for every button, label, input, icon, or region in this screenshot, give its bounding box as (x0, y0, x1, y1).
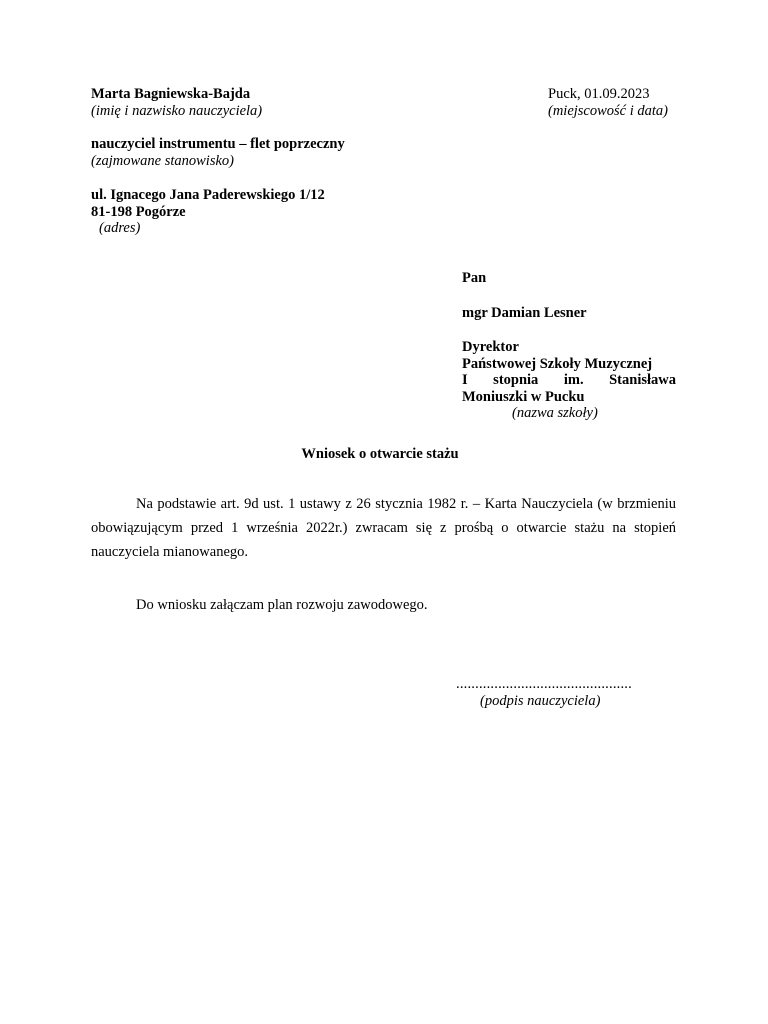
position-block (91, 136, 421, 169)
place-date: Puck, 01.09.2023 (548, 86, 650, 102)
sender-name-caption: (imię i nazwisko nauczyciela) (91, 102, 263, 119)
signature-caption: (podpis nauczyciela) (480, 692, 601, 709)
attachment-note: Do wniosku załączam plan rozwoju zawodowego. (136, 597, 428, 613)
sender-position: nauczyciel instrumentu – flet poprzeczny (91, 136, 345, 152)
signature-line: .............................................. (456, 676, 632, 692)
school-name-line-1: Państwowej Szkoły Muzycznej (462, 355, 653, 372)
recipient-name: mgr Damian Lesner (462, 304, 587, 321)
address-block (91, 187, 421, 237)
sender-block (91, 86, 421, 119)
school-name-line-2: I stopnia im. Stanisława (462, 372, 676, 388)
sender-name: Marta Bagniewska-Bajda (91, 86, 251, 102)
place-date-caption: (miejscowość i data) (548, 102, 669, 119)
body-paragraph-block (91, 492, 676, 564)
address-line-1: ul. Ignacego Jana Paderewskiego 1/12 (91, 187, 325, 203)
recipient-role: Dyrektor (462, 339, 519, 355)
attachment-block (136, 597, 676, 614)
document-title-text: Wniosek o otwarcie stażu (301, 446, 459, 462)
recipient-salutation: Pan (462, 270, 487, 286)
address-caption: (adres) (99, 220, 141, 236)
address-line-2: 81-198 Pogórze (91, 203, 186, 220)
school-name-line-3: Moniuszki w Pucku (462, 388, 585, 405)
place-date-block (548, 86, 688, 119)
body-paragraph: Na podstawie art. 9d ust. 1 ustawy z 26 stycznia 1982 r. – Karta Nauczyciela (w brzmieniu obowiązującym przed 1 września 2022r.) zwracam się z prośbą o otwarcie stażu na stopień nauczyciela mianowanego. (91, 496, 676, 560)
school-caption: (nazwa szkoły) (512, 405, 598, 421)
document-title (0, 446, 768, 463)
recipient-block (462, 270, 676, 422)
signature-block (456, 676, 656, 709)
sender-position-caption: (zajmowane stanowisko) (91, 152, 234, 169)
